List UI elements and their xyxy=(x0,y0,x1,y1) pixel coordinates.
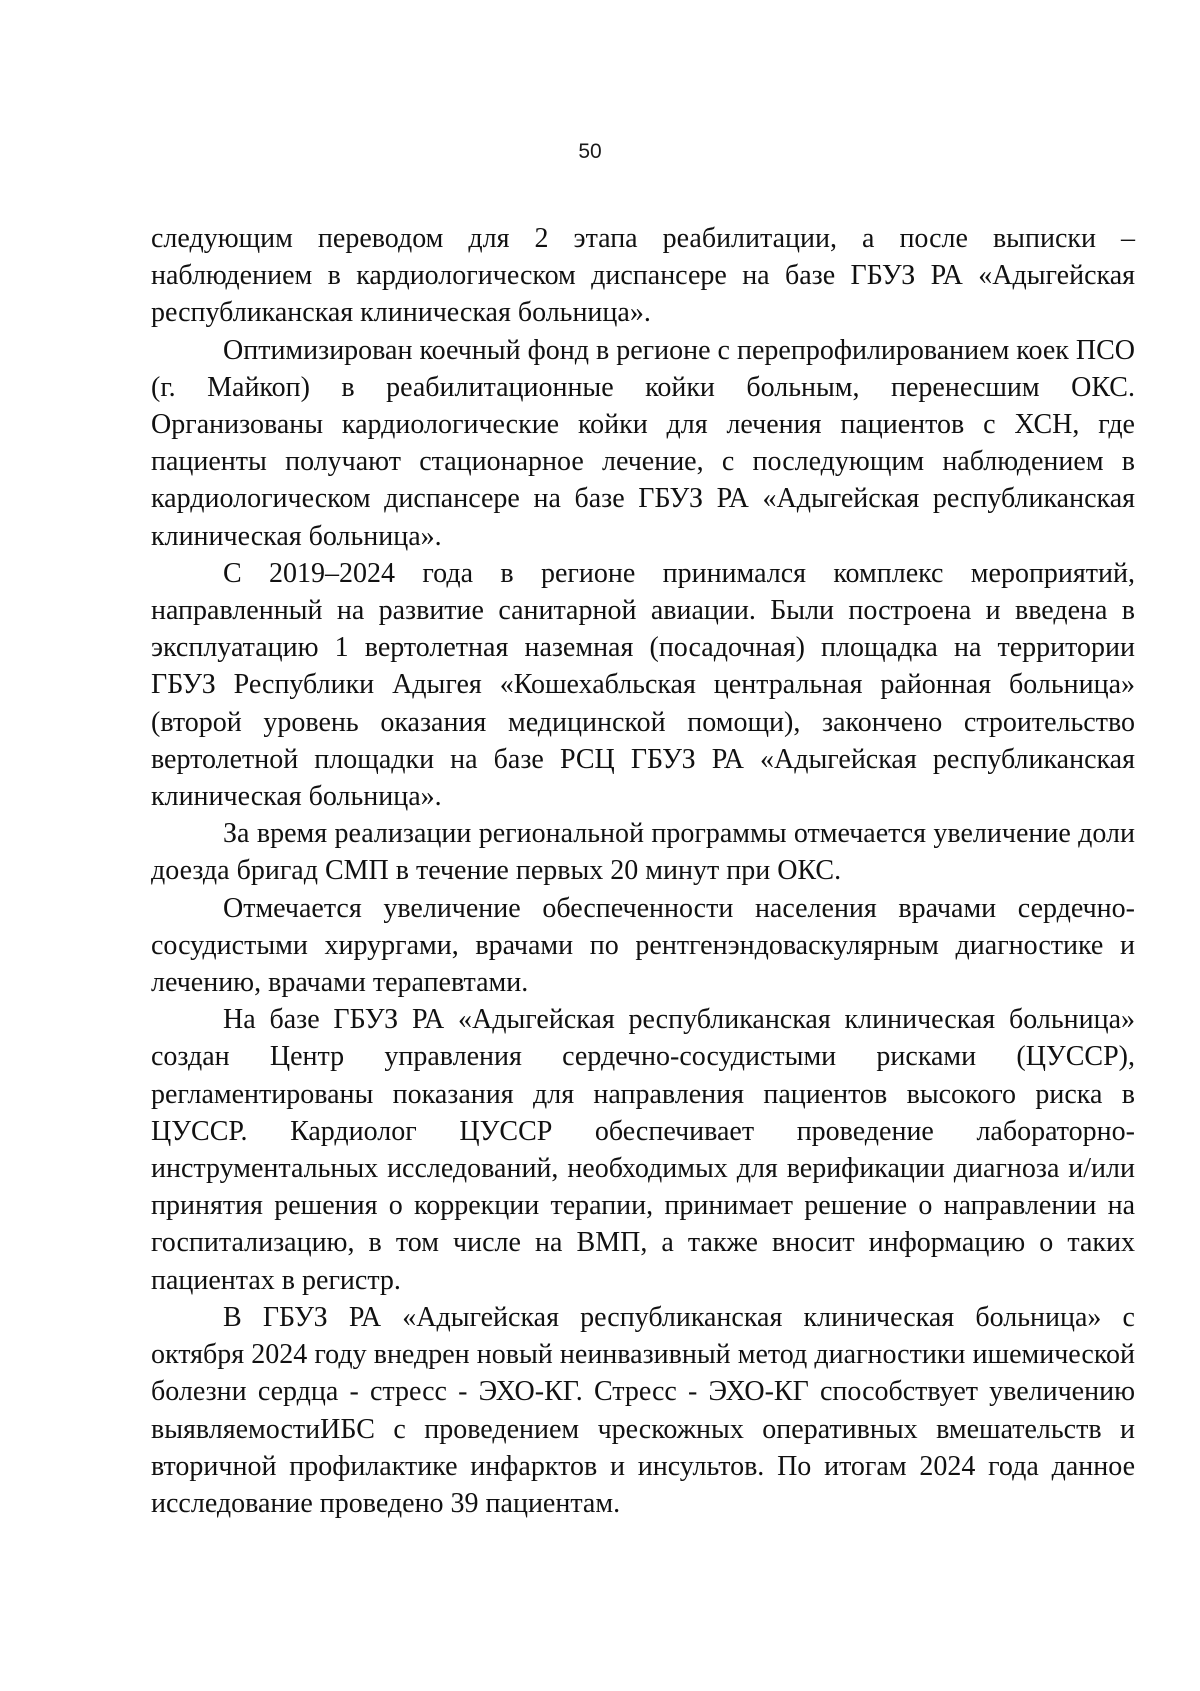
body-text xyxy=(151,220,1135,1522)
paragraph-stress-echo: В ГБУЗ РА «Адыгейская республиканская клиническая больница» с октября 2024 году внедрен новый неинвазивный метод диагностики ишемической болезни сердца - стресс - ЭХО-КГ. Стресс - ЭХО-КГ способствует увеличению выявляемостиИБС с проведением чрескожных оперативных вмешательств и вторичной профилактике инфарктов и инсультов. По итогам 2024 года данное исследование проведено 39 пациентам. xyxy=(151,1301,1135,1519)
paragraph-sanitary-aviation: С 2019–2024 года в регионе принимался комплекс мероприятий, направленный на развитие санитарной авиации. Были построена и введена в эксплуатацию 1 вертолетная наземная (посадочная) площадка на территории ГБУЗ Республики Адыгея «Кошехабльская центральная районная больница» (второй уровень оказания медицинской помощи), закончено строительство вертолетной площадки на базе РСЦ ГБУЗ РА «Адыгейская республиканская клиническая больница». xyxy=(151,557,1135,813)
paragraph-continued: следующим переводом для 2 этапа реабилитации, а после выписки – наблюдением в кардиологическом диспансере на базе ГБУЗ РА «Адыгейская республиканская клиническая больница». xyxy=(151,223,1135,329)
paragraph-ambulance-arrival: За время реализации региональной программы отмечается увеличение доли доезда бригад СМП в течение первых 20 минут при ОКС. xyxy=(151,818,1135,887)
page-number: 50 xyxy=(578,140,602,163)
paragraph-risk-center: На базе ГБУЗ РА «Адыгейская республиканская клиническая больница» создан Центр управления сердечно-сосудистыми рисками (ЦУССР), регламентированы показания для направления пациентов высокого риска в ЦУССР. Кардиолог ЦУССР обеспечивает проведение лабораторно-инструментальных исследований, необходимых для верификации диагноза и/или принятия решения о коррекции терапии, принимает решение о направлении на госпитализацию, в том числе на ВМП, а также вносит информацию о таких пациентах в регистр. xyxy=(151,1004,1135,1296)
paragraph-bed-capacity: Оптимизирован коечный фонд в регионе с перепрофилированием коек ПСО (г. Майкоп) в реабилитационные койки больным, перенесшим ОКС. Организованы кардиологические койки для лечения пациентов с ХСН, где пациенты получают стационарное лечение, с последующим наблюдением в кардиологическом диспансере на базе ГБУЗ РА «Адыгейская республиканская клиническая больница». xyxy=(151,334,1135,552)
paragraph-physician-staffing: Отмечается увеличение обеспеченности населения врачами сердечно-сосудистыми хирургами, врачами по рентгенэндоваскулярным диагностике и лечению, врачами терапевтами. xyxy=(151,892,1135,999)
